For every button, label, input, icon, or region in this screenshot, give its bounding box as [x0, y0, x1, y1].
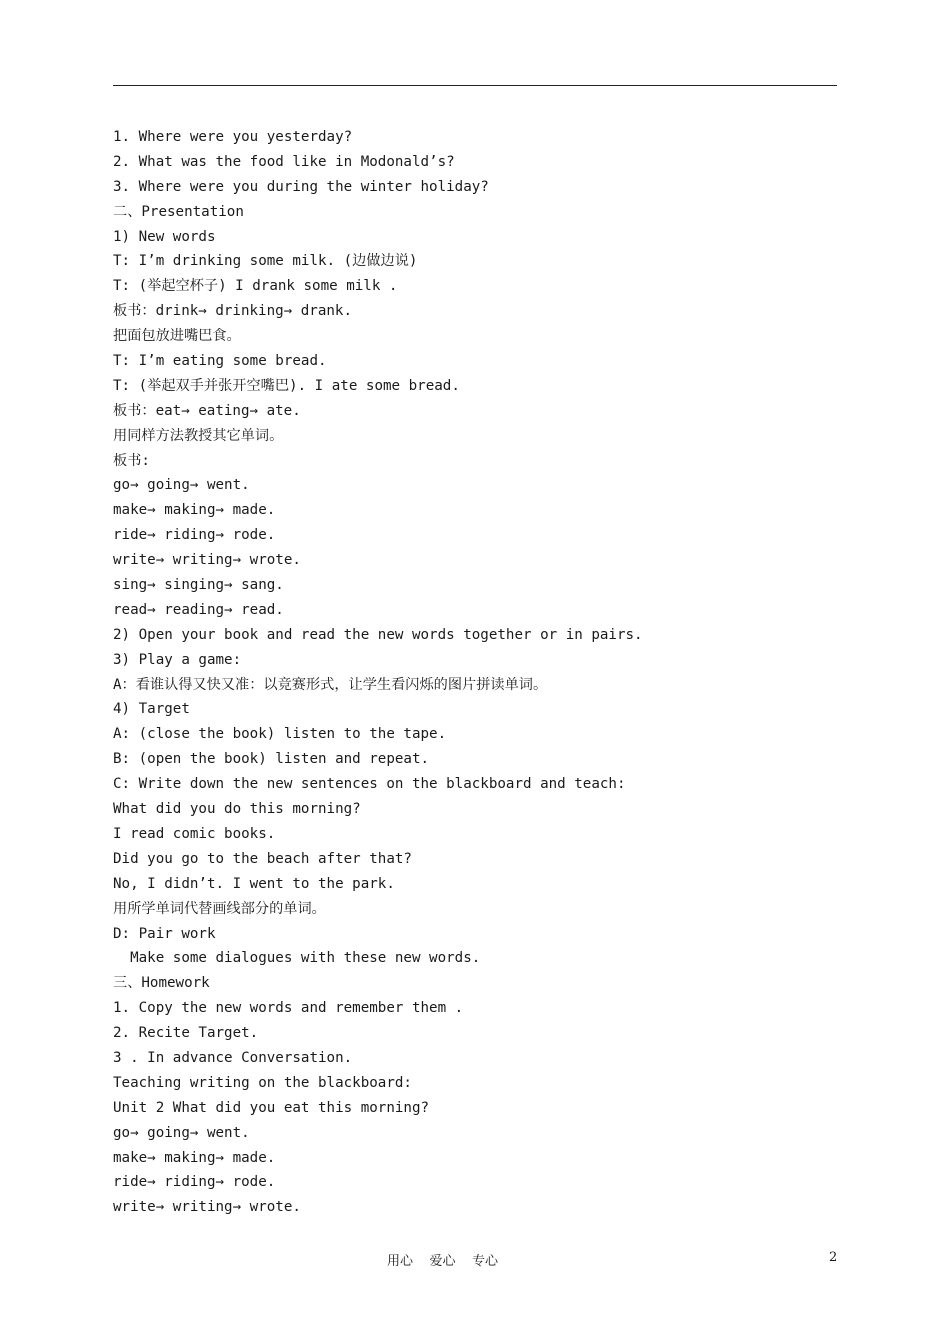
header-rule [113, 85, 837, 86]
text-line: I read comic books. [113, 825, 276, 842]
text-line: sing→ singing→ sang. [113, 577, 284, 594]
text-line: go→ going→ went. [113, 1124, 250, 1141]
text-line: 1. Copy the new words and remember them . [113, 1000, 464, 1017]
text-line: 1. Where were you yesterday? [113, 129, 353, 145]
text-line: 3) Play a game: [113, 651, 242, 668]
page-footer [0, 1246, 950, 1270]
page-number: 2 [829, 1250, 838, 1265]
text-line: What did you do this morning? [113, 801, 361, 818]
text-line: D: Pair work [113, 925, 216, 942]
text-line: 板书：drink→ drinking→ drank. [113, 303, 353, 320]
text-line: 用所学单词代替画线部分的单词。 [113, 900, 326, 917]
text-line: go→ going→ went. [113, 477, 250, 494]
text-line: Did you go to the beach after that? [113, 850, 412, 867]
text-line: ride→ riding→ rode. [113, 527, 276, 544]
text-line: A：看谁认得又快又准：以竞赛形式，让学生看闪烁的图片拼读单词。 [113, 676, 548, 693]
text-line: 1) New words [113, 228, 216, 245]
text-line: T: (举起空杯子) I drank some milk . [113, 278, 398, 295]
text-line: 4) Target [113, 701, 190, 718]
text-line: 2) Open your book and read the new words together or in pairs. [113, 626, 643, 643]
text-line: 3 . In advance Conversation. [113, 1049, 353, 1066]
text-line: A: (close the book) listen to the tape. [113, 726, 447, 743]
text-line: Teaching writing on the blackboard: [113, 1074, 412, 1091]
text-line: 用同样方法教授其它单词。 [113, 427, 284, 444]
text-line: write→ writing→ wrote. [113, 552, 301, 569]
text-line: ride→ riding→ rode. [113, 1174, 276, 1191]
section-heading: 二、Presentation [113, 203, 244, 220]
text-line: 板书：eat→ eating→ ate. [113, 402, 301, 419]
text-line: T: (举起双手并张开空嘴巴). I ate some bread. [113, 377, 460, 394]
text-line: 2. Recite Target. [113, 1025, 259, 1042]
text-line: 板书: [113, 452, 150, 469]
text-line: 2. What was the food like in Modonald’s? [113, 153, 455, 170]
text-line: Make some dialogues with these new words. [113, 950, 481, 967]
text-line: T: I’m drinking some milk. (边做边说) [113, 253, 418, 270]
document-body [113, 125, 837, 1220]
text-line: write→ writing→ wrote. [113, 1199, 301, 1216]
section-heading: 三、Homework [113, 975, 210, 992]
text-line: 3. Where were you during the winter holiday? [113, 178, 489, 195]
footer-motto: 用心 爱心 专心 [387, 1254, 499, 1269]
text-line: B: (open the book) listen and repeat. [113, 751, 430, 768]
text-line: make→ making→ made. [113, 1149, 276, 1166]
text-line: Unit 2 What did you eat this morning? [113, 1099, 430, 1116]
text-line: C: Write down the new sentences on the blackboard and teach: [113, 776, 626, 793]
text-line: 把面包放进嘴巴食。 [113, 328, 241, 345]
text-line: T: I’m eating some bread. [113, 353, 327, 370]
text-line: read→ reading→ read. [113, 601, 284, 618]
text-line: No, I didn’t. I went to the park. [113, 875, 395, 892]
text-line: make→ making→ made. [113, 502, 276, 519]
